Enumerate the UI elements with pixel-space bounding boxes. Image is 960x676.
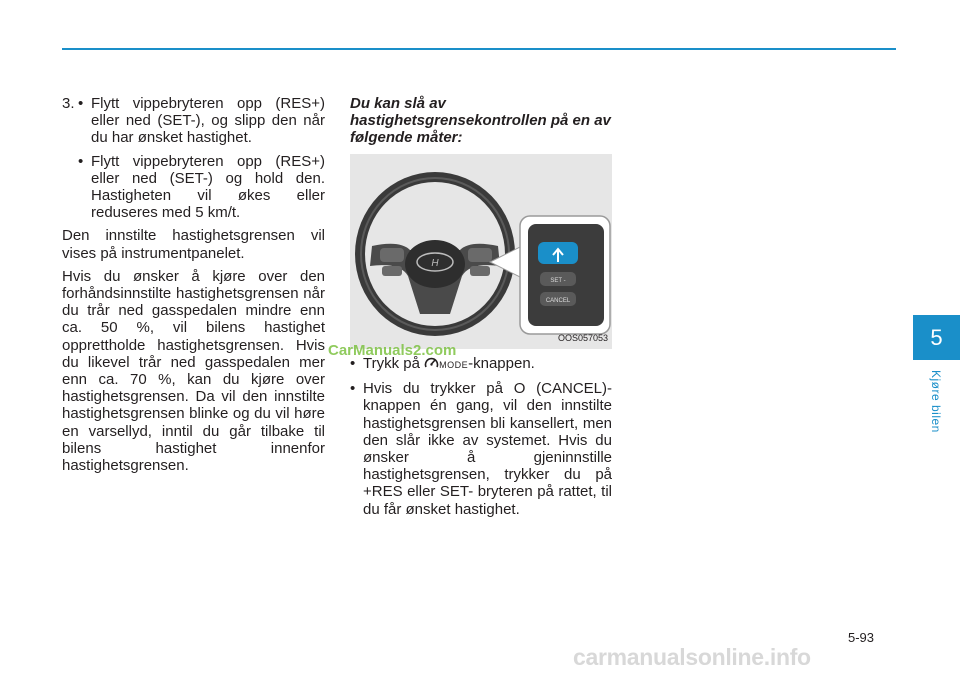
header-rule [62,48,896,50]
bullet-cancel-button [350,380,612,518]
page-number: 5-93 [848,630,875,645]
bullet-dot: • [78,152,84,170]
figure-code: OOS057053 [557,332,608,343]
chapter-tab: 5 [913,315,960,360]
figure-cancel-label: CANCEL [545,298,571,304]
bullet-dot: • [350,380,356,398]
step-number: 3. [62,95,75,112]
step-3-bullet-1 [78,95,325,147]
bullet-prefix: Trykk på [363,355,420,372]
bullet-text: Hvis du trykker på O (CANCEL)-knappen én gang, vil den innstilte hastighetsgrensen bli kansellert, men den slår ikke av systemet. Hvis du ønsker å gjeninnstille hastighetsgrensen, trykker du på +RES eller SET- bryteren på rattet, til du får ønsket hastighet. [363,380,612,518]
steering-wheel-illustration [350,154,612,349]
paragraph-accelerator-info: Hvis du ønsker å kjøre over den forhåndsinnstilte hastighetsgrensen når du trår ned gasspedalen mindre enn ca. 50 %, vil bilens hastighet opprettholde hastighetsgrensen. Hvis du likevel trår ned gasspedalen mer enn ca. 70 %, kan du kjøre over hastighetsgrensen. Da vil den innstilte hastighetsgrensen blinke og du vil høre en varsellyd, inntil du går tilbake til bilens hastighet innenfor hastighetsgrensen. [62,267,325,475]
bullet-text: Flytt vippebryteren opp (RES+) eller ned (SET-) og hold den. Hastigheten vil økes eller reduseres med 5 km/t. [91,152,325,222]
watermark-carmanuals2: CarManuals2.com [328,342,457,359]
section-heading: Du kan slå av hastighetsgrensekontrollen på en av følgende måter: [350,95,611,146]
bullet-dot: • [78,95,84,112]
right-column [350,95,612,524]
bullet-suffix: -knappen. [468,355,535,372]
svg-text:H: H [431,258,439,269]
watermark-carmanualsonline: carmanualsonline.info [573,644,811,670]
bullet-text: Flytt vippebryteren opp (RES+) eller ned (SET-), og slipp den når du har ønsket hastighet. [91,95,325,147]
bullet-dot: • [350,355,356,372]
paragraph-display-info: Den innstilte hastighetsgrensen vil vises på instrumentpanelet. [62,227,325,262]
step-3-bullet-2 [78,153,325,222]
step-3 [62,95,325,221]
left-column [62,95,325,480]
chapter-label: Kjøre bilen [929,370,943,433]
mode-label: MODE [439,360,469,370]
steering-wheel-figure [350,154,612,349]
figure-set-label: SET - [550,278,566,284]
